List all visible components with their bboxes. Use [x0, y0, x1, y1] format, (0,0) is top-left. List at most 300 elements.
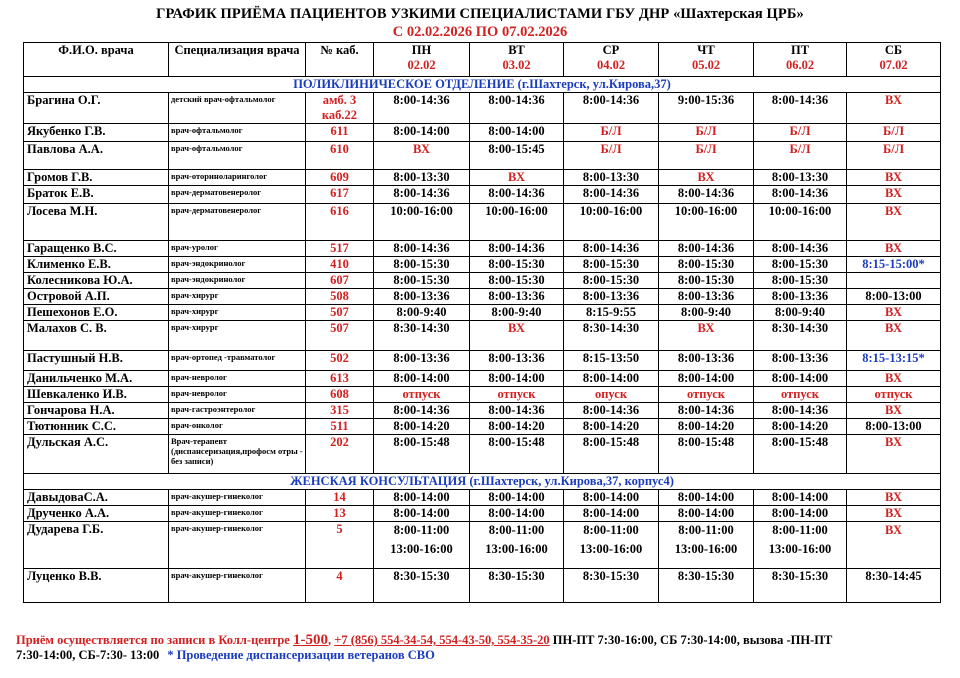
table-row: [24, 170, 941, 186]
schedule-cell: [847, 257, 941, 273]
schedule-time: 8:00-14:00: [488, 124, 545, 138]
schedule-time: Б/Л: [600, 142, 622, 156]
schedule-cell: [847, 506, 941, 522]
schedule-cell: [564, 387, 659, 403]
schedule-cell: [470, 93, 564, 124]
schedule-cell: [754, 305, 847, 321]
schedule-cell: [564, 289, 659, 305]
schedule-time: 8:00-14:36: [771, 186, 829, 200]
schedule-time: 8:00-15:30: [771, 273, 829, 287]
schedule-cell: [847, 371, 941, 387]
schedule-cell: [374, 419, 470, 435]
schedule-time: Б/Л: [600, 124, 622, 138]
schedule-time: ВХ: [884, 204, 903, 218]
schedule-time: ВХ: [884, 241, 903, 255]
schedule-time: 8:00-11:00: [488, 523, 545, 537]
cabinet-number: 617: [306, 186, 374, 204]
schedule-cell: [754, 522, 847, 569]
schedule-time: 10:00-16:00: [768, 204, 832, 218]
schedule-cell: [470, 522, 564, 569]
schedule-table: [23, 42, 941, 603]
schedule-time: 8:00-14:00: [582, 506, 640, 520]
schedule-time: ВХ: [507, 321, 526, 335]
schedule-time: Б/Л: [882, 124, 905, 138]
schedule-time: 8:00-14:00: [677, 371, 735, 385]
schedule-time: ВХ: [884, 93, 903, 107]
schedule-cell: [374, 403, 470, 419]
schedule-cell: [659, 351, 754, 371]
schedule-time: 8:00-13:36: [677, 289, 735, 303]
schedule-time: 8:00-14:36: [393, 403, 450, 417]
schedule-cell: [659, 419, 754, 435]
schedule-cell: [847, 186, 941, 204]
schedule-time: ВХ: [884, 506, 903, 520]
table-row: [24, 371, 941, 387]
schedule-cell: [374, 371, 470, 387]
table-row: [24, 522, 941, 569]
schedule-cell: [847, 351, 941, 371]
schedule-cell: [470, 204, 564, 241]
schedule-time: 8:00-14:20: [582, 419, 640, 433]
doctor-name: Лосева М.Н.: [24, 204, 169, 241]
schedule-time: 8:00-15:30: [488, 257, 545, 271]
schedule-time: Б/Л: [695, 124, 717, 138]
schedule-time: 8:00-14:20: [677, 419, 735, 433]
table-row: [24, 569, 941, 603]
schedule-time: 8:00-13:36: [393, 289, 450, 303]
table-row: [24, 273, 941, 289]
schedule-cell: [659, 387, 754, 403]
schedule-cell: [754, 241, 847, 257]
doctor-specialization: врач-уролог: [169, 241, 306, 257]
schedule-cell: [847, 522, 941, 569]
schedule-time-2: 13:00-16:00: [485, 542, 548, 556]
schedule-cell: [754, 569, 847, 603]
schedule-cell: [564, 351, 659, 371]
schedule-cell: [754, 403, 847, 419]
schedule-time: 8:00-15:48: [488, 435, 545, 449]
schedule-cell: [564, 93, 659, 124]
schedule-time: ВХ: [884, 403, 903, 417]
schedule-cell: [470, 273, 564, 289]
schedule-time: 8:00-11:00: [678, 523, 734, 537]
schedule-time-2: 13:00-16:00: [768, 542, 832, 556]
doctor-specialization: врач-ортопед -травматолог: [169, 351, 306, 371]
schedule-cell: [564, 186, 659, 204]
table-row: [24, 419, 941, 435]
schedule-cell: [754, 93, 847, 124]
cabinet-number: 508: [306, 289, 374, 305]
schedule-cell: [659, 273, 754, 289]
schedule-cell: [374, 142, 470, 170]
schedule-cell: [847, 273, 941, 289]
schedule-cell: [754, 273, 847, 289]
schedule-time: отпуск: [402, 387, 441, 401]
doctor-name: Островой А.П.: [24, 289, 169, 305]
schedule-cell: [659, 490, 754, 506]
schedule-time: 8:00-15:30: [393, 257, 450, 271]
schedule-time: 8:00-15:30: [393, 273, 450, 287]
header-day-sat: СБ 07.02: [847, 43, 941, 77]
schedule-time: 8:00-14:36: [488, 403, 545, 417]
table-row: [24, 289, 941, 305]
schedule-time: ВХ: [507, 170, 526, 184]
table-row: [24, 305, 941, 321]
schedule-cell: [659, 321, 754, 351]
schedule-cell: [470, 435, 564, 474]
schedule-cell: [754, 186, 847, 204]
doctor-specialization: врач-хирург: [169, 289, 306, 305]
schedule-time: 8:00-14:00: [771, 506, 829, 520]
schedule-time: 8:00-14:36: [582, 93, 640, 107]
doctor-specialization: врач-гастроэнтеролог: [169, 403, 306, 419]
schedule-cell: [659, 93, 754, 124]
schedule-cell: [374, 435, 470, 474]
section-women: [24, 474, 941, 490]
schedule-time: 8:00-13:36: [488, 289, 545, 303]
schedule-cell: [470, 186, 564, 204]
schedule-time: 8:00-15:30: [488, 273, 545, 287]
schedule-time: 8:00-14:00: [771, 490, 829, 504]
schedule-time: 10:00-16:00: [674, 204, 738, 218]
schedule-time: 8:00-14:36: [677, 186, 735, 200]
doctor-specialization: врач-хирург: [169, 321, 306, 351]
doctor-name: Громов Г.В.: [24, 170, 169, 186]
schedule-cell: [470, 569, 564, 603]
schedule-time: 8:00-9:40: [775, 305, 825, 319]
schedule-time-2: 13:00-16:00: [674, 542, 738, 556]
schedule-time: 8:00-14:00: [582, 490, 640, 504]
schedule-time: 8:00-13:36: [771, 289, 829, 303]
schedule-cell: [754, 170, 847, 186]
schedule-cell: [754, 371, 847, 387]
schedule-cell: [659, 204, 754, 241]
schedule-time: 8:00-13:00: [865, 419, 922, 433]
schedule-time: 8:15-9:55: [586, 305, 636, 319]
schedule-time: 8:30-14:45: [865, 569, 922, 583]
doctor-name: Якубенко Г.В.: [24, 124, 169, 142]
schedule-cell: [659, 506, 754, 522]
schedule-cell: [659, 403, 754, 419]
doctor-specialization: врач-дерматовенеролог: [169, 204, 306, 241]
schedule-cell: [847, 569, 941, 603]
schedule-time: 8:30-15:30: [677, 569, 735, 583]
schedule-time: 8:00-14:00: [582, 371, 640, 385]
schedule-time: 8:00-14:00: [393, 124, 450, 138]
schedule-time: Б/Л: [695, 142, 717, 156]
schedule-cell: [564, 124, 659, 142]
schedule-time: 8:00-14:36: [677, 241, 735, 255]
schedule-time: ВХ: [412, 142, 431, 156]
schedule-cell: [659, 124, 754, 142]
cabinet-number: 511: [306, 419, 374, 435]
schedule-time: 8:00-13:00: [865, 289, 922, 303]
schedule-time: 8:00-14:36: [771, 93, 829, 107]
cabinet-number: 13: [306, 506, 374, 522]
schedule-cell: [564, 142, 659, 170]
schedule-cell: [564, 170, 659, 186]
schedule-time: 8:00-14:36: [582, 403, 640, 417]
schedule-cell: [847, 419, 941, 435]
schedule-cell: [470, 257, 564, 273]
section-polyclinic: [24, 77, 941, 93]
schedule-cell: [374, 186, 470, 204]
schedule-cell: [374, 387, 470, 403]
schedule-time: 8:00-15:48: [393, 435, 450, 449]
schedule-cell: [374, 321, 470, 351]
table-row: [24, 490, 941, 506]
schedule-time: 8:00-11:00: [772, 523, 828, 537]
table-row: [24, 321, 941, 351]
phone-numbers: +7 (856) 554-34-54, 554-43-50, 554-35-20: [334, 633, 550, 647]
schedule-time: ВХ: [884, 435, 903, 449]
schedule-time: 8:00-13:36: [582, 289, 640, 303]
cabinet-number: 607: [306, 273, 374, 289]
schedule-time: 8:00-15:30: [677, 273, 735, 287]
doctor-name: ДавыдоваС.А.: [24, 490, 169, 506]
header-row: [24, 43, 941, 77]
cabinet-number: 502: [306, 351, 374, 371]
doctor-name: Браток Е.В.: [24, 186, 169, 204]
schedule-cell: [564, 522, 659, 569]
schedule-cell: [754, 321, 847, 351]
table-row: [24, 435, 941, 474]
schedule-time: 8:00-13:30: [393, 170, 450, 184]
schedule-cell: [847, 387, 941, 403]
schedule-time: 8:00-14:36: [582, 186, 640, 200]
schedule-cell: [470, 387, 564, 403]
doctor-name: Дударева Г.Б.: [24, 522, 169, 569]
doctor-specialization: Врач-терапевт (диспансеризация,профосм отры - без записи): [169, 435, 306, 474]
schedule-time: 8:00-15:48: [582, 435, 640, 449]
schedule-time: 8:00-14:36: [393, 93, 450, 107]
doctor-name: Павлова А.А.: [24, 142, 169, 170]
cabinet-number: 507: [306, 305, 374, 321]
table-row: [24, 506, 941, 522]
schedule-cell: [847, 305, 941, 321]
schedule-cell: [374, 506, 470, 522]
schedule-time: ВХ: [884, 305, 903, 319]
schedule-cell: [564, 273, 659, 289]
schedule-time: 8:00-9:40: [396, 305, 447, 319]
schedule-time-2: 13:00-16:00: [390, 542, 453, 556]
schedule-cell: [564, 257, 659, 273]
schedule-time: ВХ: [884, 170, 903, 184]
schedule-time: 8:00-14:20: [488, 419, 545, 433]
header-spec: Специализация врача: [169, 43, 306, 77]
schedule-cell: [659, 435, 754, 474]
doctor-specialization: врач-хирург: [169, 305, 306, 321]
schedule-time: отпуск: [497, 387, 536, 401]
table-row: [24, 93, 941, 124]
doctor-name: Малахов С. В.: [24, 321, 169, 351]
table-row: [24, 186, 941, 204]
schedule-cell: [564, 506, 659, 522]
schedule-time: 8:30-14:30: [582, 321, 640, 335]
schedule-cell: [470, 305, 564, 321]
schedule-cell: [374, 257, 470, 273]
schedule-cell: [470, 371, 564, 387]
cabinet-number: 4: [306, 569, 374, 603]
schedule-cell: [564, 419, 659, 435]
schedule-cell: [470, 321, 564, 351]
cabinet-number: 315: [306, 403, 374, 419]
schedule-time: 8:00-13:36: [771, 351, 829, 365]
period-subtitle: С 02.02.2026 ПО 07.02.2026: [392, 24, 568, 40]
table-row: [24, 241, 941, 257]
schedule-cell: [564, 490, 659, 506]
schedule-time: 8:00-11:00: [393, 523, 450, 537]
table-row: [24, 142, 941, 170]
cabinet-number: 202: [306, 435, 374, 474]
schedule-cell: [847, 403, 941, 419]
schedule-cell: [564, 569, 659, 603]
table-row: [24, 387, 941, 403]
schedule-cell: [754, 124, 847, 142]
table-row: [24, 257, 941, 273]
schedule-cell: [470, 490, 564, 506]
schedule-time: 8:30-15:30: [771, 569, 829, 583]
schedule-cell: [754, 257, 847, 273]
header-day-wed: СР 04.02: [564, 43, 659, 77]
schedule-time: 8:30-15:30: [393, 569, 450, 583]
doctor-name: Пешехонов Е.О.: [24, 305, 169, 321]
cabinet-number: 507: [306, 321, 374, 351]
schedule-time: опуск: [594, 387, 628, 401]
doctor-name: Луценко В.В.: [24, 569, 169, 603]
schedule-time: 8:00-15:45: [488, 142, 545, 156]
section-women-title: ЖЕНСКАЯ КОНСУЛЬТАЦИЯ (г.Шахтерск, ул.Кирова,37, корпус4): [24, 474, 941, 490]
doctor-specialization: врач-акушер-гинеколог: [169, 522, 306, 569]
cabinet-number: 611: [306, 124, 374, 142]
schedule-time: отпуск: [686, 387, 726, 401]
schedule-cell: [564, 204, 659, 241]
schedule-time: 8:00-14:00: [393, 506, 450, 520]
schedule-time: 8:30-15:30: [582, 569, 640, 583]
schedule-time: 8:00-15:48: [771, 435, 829, 449]
schedule-time: 8:00-14:36: [488, 93, 545, 107]
schedule-cell: [659, 257, 754, 273]
cabinet-number: 613: [306, 371, 374, 387]
schedule-time: ВХ: [884, 523, 903, 537]
schedule-cell: [659, 569, 754, 603]
schedule-time: Б/Л: [882, 142, 905, 156]
schedule-cell: [847, 241, 941, 257]
schedule-cell: [659, 186, 754, 204]
doctor-specialization: врач-акушер-гинеколог: [169, 506, 306, 522]
schedule-time: 8:00-13:36: [488, 351, 545, 365]
schedule-time: 9:00-15:36: [677, 93, 735, 107]
footer-intro: Приём осуществляется по записи в Колл-центре: [16, 633, 293, 647]
schedule-time: 8:00-14:36: [582, 241, 640, 255]
schedule-cell: [374, 273, 470, 289]
doctor-name: Данильченко М.А.: [24, 371, 169, 387]
cabinet-number: амб. 3 каб.22: [306, 93, 374, 124]
schedule-cell: [847, 321, 941, 351]
schedule-cell: [470, 170, 564, 186]
schedule-cell: [754, 204, 847, 241]
schedule-time: 8:00-15:30: [582, 257, 640, 271]
schedule-cell: [470, 506, 564, 522]
doctor-specialization: врач-акушер-гинеколог: [169, 490, 306, 506]
header-day-fri: ПТ 06.02: [754, 43, 847, 77]
cabinet-number: 608: [306, 387, 374, 403]
schedule-time: 8:00-15:48: [677, 435, 735, 449]
header-day-thu: ЧТ 05.02: [659, 43, 754, 77]
header-name: Ф.И.О. врача: [24, 43, 169, 77]
schedule-cell: [374, 569, 470, 603]
schedule-time: 8:00-14:36: [771, 241, 829, 255]
cabinet-number: 5: [306, 522, 374, 569]
schedule-time: отпуск: [780, 387, 820, 401]
doctor-specialization: врач-онколог: [169, 419, 306, 435]
schedule-time: 8:15-13:15*: [862, 351, 925, 365]
schedule-time: 10:00-16:00: [579, 204, 643, 218]
schedule-cell: [470, 241, 564, 257]
table-row: [24, 351, 941, 371]
table-row: [24, 124, 941, 142]
schedule-cell: [754, 419, 847, 435]
schedule-time: 8:30-15:30: [488, 569, 545, 583]
schedule-time: 8:30-14:30: [771, 321, 829, 335]
schedule-cell: [374, 204, 470, 241]
doctor-specialization: врач-невролог: [169, 387, 306, 403]
schedule-time-2: 13:00-16:00: [579, 542, 643, 556]
schedule-time: ВХ: [697, 321, 715, 335]
schedule-time: 8:00-14:36: [488, 186, 545, 200]
schedule-cell: [470, 142, 564, 170]
schedule-time: 8:00-14:00: [488, 371, 545, 385]
schedule-cell: [659, 241, 754, 257]
doctor-name: Пастушный Н.В.: [24, 351, 169, 371]
schedule-time: 8:00-14:20: [393, 419, 450, 433]
schedule-time: 8:00-14:00: [771, 371, 829, 385]
table-row: [24, 204, 941, 241]
schedule-time: 8:30-14:30: [393, 321, 450, 335]
schedule-cell: [564, 305, 659, 321]
cabinet-number: 609: [306, 170, 374, 186]
schedule-cell: [754, 387, 847, 403]
schedule-cell: [564, 371, 659, 387]
schedule-cell: [754, 289, 847, 305]
schedule-cell: [659, 289, 754, 305]
schedule-time: 8:00-14:00: [488, 506, 545, 520]
schedule-time: 8:00-15:30: [771, 257, 829, 271]
page-title: ГРАФИК ПРИЁМА ПАЦИЕНТОВ УЗКИМИ СПЕЦИАЛИСТАМИ ГБУ ДНР «Шахтерская ЦРБ»: [156, 6, 804, 22]
schedule-time: 8:00-14:00: [677, 490, 735, 504]
doctor-specialization: врач-эндокринолог: [169, 257, 306, 273]
schedule-cell: [564, 321, 659, 351]
schedule-time: 10:00-16:00: [390, 204, 453, 218]
schedule-time: 8:00-14:36: [677, 403, 735, 417]
schedule-cell: [374, 124, 470, 142]
schedule-cell: [470, 289, 564, 305]
footer-sep: ,: [327, 633, 335, 647]
schedule-time: ВХ: [884, 490, 903, 504]
doctor-specialization: врач-офтальмолог: [169, 142, 306, 170]
schedule-time: 8:00-14:36: [393, 241, 450, 255]
schedule-cell: [659, 371, 754, 387]
schedule-cell: [374, 241, 470, 257]
schedule-time: 8:00-14:00: [677, 506, 735, 520]
schedule-time: 8:15-15:00*: [862, 257, 925, 271]
footer-note: * Проведение диспансеризации ветеранов СВО: [167, 648, 435, 662]
schedule-cell: [847, 289, 941, 305]
footer-line-2: [16, 648, 946, 663]
schedule-cell: [470, 124, 564, 142]
schedule-cell: [374, 305, 470, 321]
schedule-time: ВХ: [697, 170, 715, 184]
